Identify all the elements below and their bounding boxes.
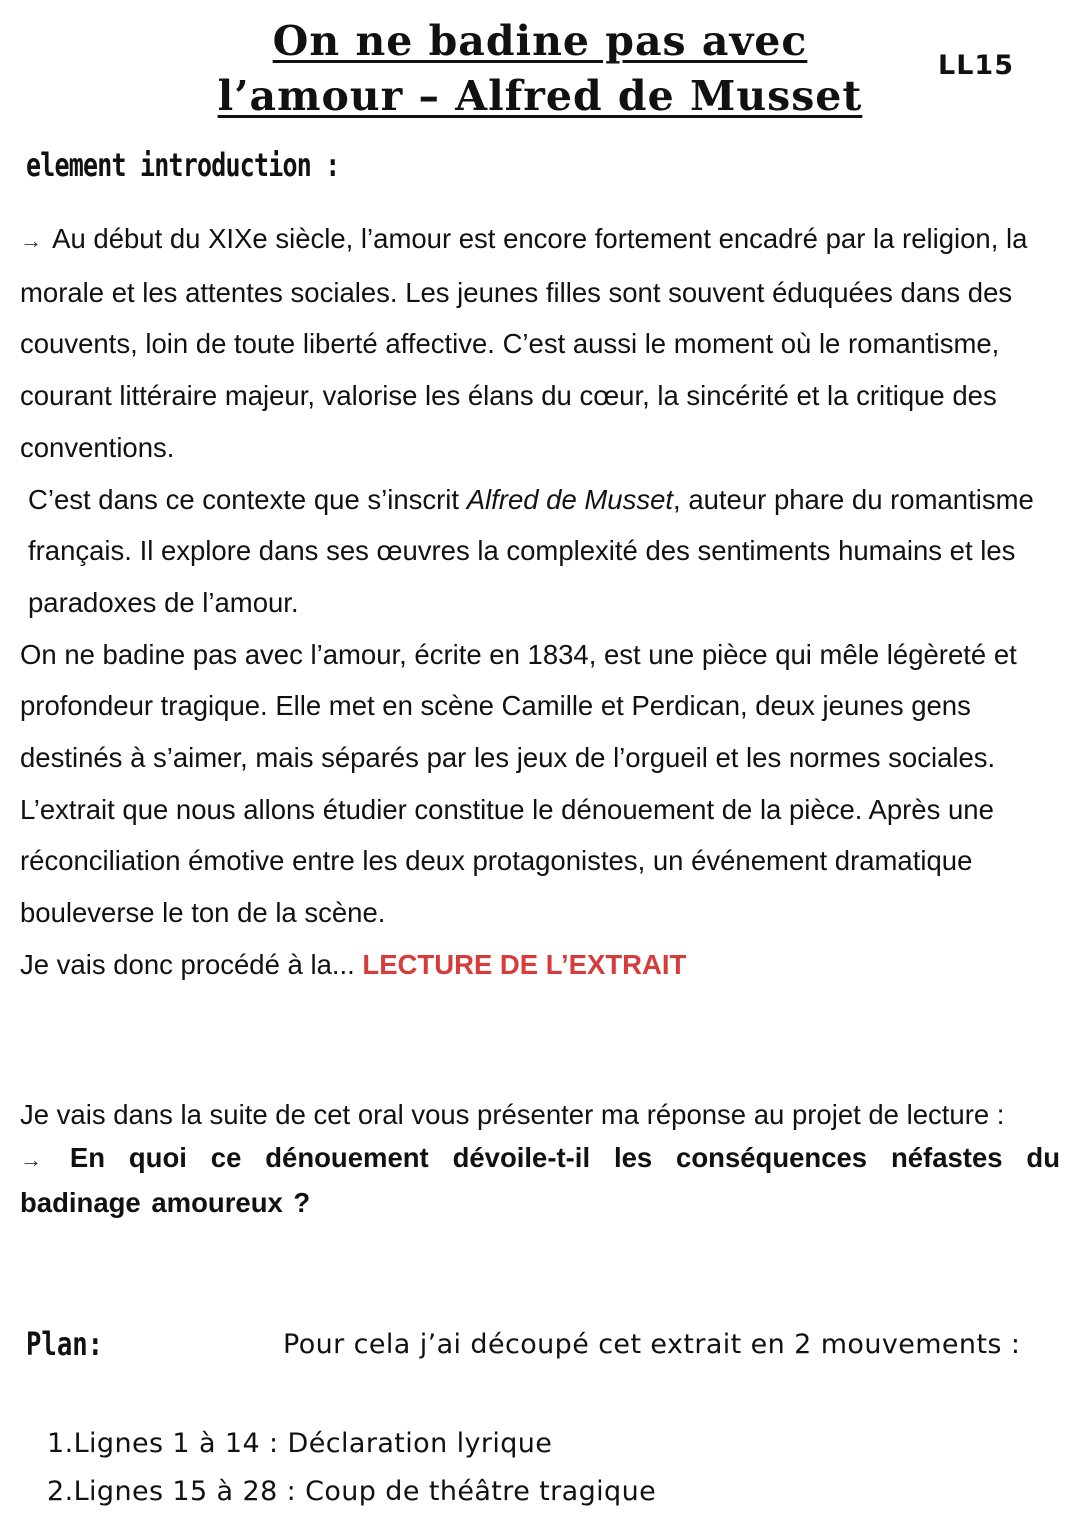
project-question: → En quoi ce dénouement dévoile-t-il les conséquences néfastes du badinage amoureux ? bbox=[20, 1142, 1061, 1218]
intro-paragraph-excerpt: L’extrait que nous allons étudier constitue le dénouement de la pièce. Après une réconciliation émotive entre les deux protagonistes, un événement dramatique bouleverse le ton de la scène. bbox=[20, 793, 994, 929]
introduction-body bbox=[20, 213, 1070, 991]
document-title bbox=[160, 14, 920, 124]
list-item: 1.Lignes 1 à 14 : Déclaration lyrique bbox=[47, 1428, 553, 1459]
intro-paragraph-reading: Je vais donc procédé à la... LECTURE DE L’EXTRAIT bbox=[20, 948, 687, 980]
reading-project bbox=[20, 1093, 1060, 1224]
introduction-heading: element introduction : bbox=[26, 146, 340, 184]
author-name: Alfred de Musset bbox=[466, 483, 674, 515]
arrow-icon: → bbox=[20, 228, 42, 253]
plan-heading: Plan: bbox=[26, 1325, 104, 1363]
title-line-2: l’amour – Alfred de Musset bbox=[217, 72, 863, 120]
intro-paragraph-play: On ne badine pas avec l’amour, écrite en 1834, est une pièce qui mêle légèreté et profondeur tragique. Elle met en scène Camille et Perdican, deux jeunes gens destinés à s’aimer, mais séparés par les jeux de l’orgueil et les normes sociales. bbox=[20, 638, 1017, 774]
project-intro: Je vais dans la suite de cet oral vous présenter ma réponse au projet de lecture : bbox=[20, 1099, 1005, 1130]
intro-paragraph-author: C’est dans ce contexte que s’inscrit Alfred de Musset, auteur phare du romantisme français. Il explore dans ses œuvres la complexité des sentiments humains et les paradoxes de l’amour. bbox=[28, 483, 1034, 618]
title-line-1: On ne badine pas avec bbox=[272, 17, 808, 65]
lecture-code: LL15 bbox=[938, 50, 1014, 81]
intro-paragraph-context: → Au début du XIXe siècle, l’amour est encore fortement encadré par la religion, la morale et les attentes sociales. Les jeunes filles sont souvent éduquées dans des couvents, loin de toute liberté affective. C’est aussi le moment où le romantisme, courant littéraire majeur, valorise les élans du cœur, la sincérité et la critique des conventions. bbox=[20, 223, 1028, 463]
plan-intro: Pour cela j’ai découpé cet extrait en 2 mouvements : bbox=[283, 1329, 1021, 1360]
reading-highlight: LECTURE DE L’EXTRAIT bbox=[362, 948, 687, 980]
list-item: 2.Lignes 15 à 28 : Coup de théâtre tragique bbox=[47, 1476, 657, 1507]
arrow-icon: → bbox=[20, 1147, 42, 1172]
plan-list bbox=[47, 1420, 656, 1516]
